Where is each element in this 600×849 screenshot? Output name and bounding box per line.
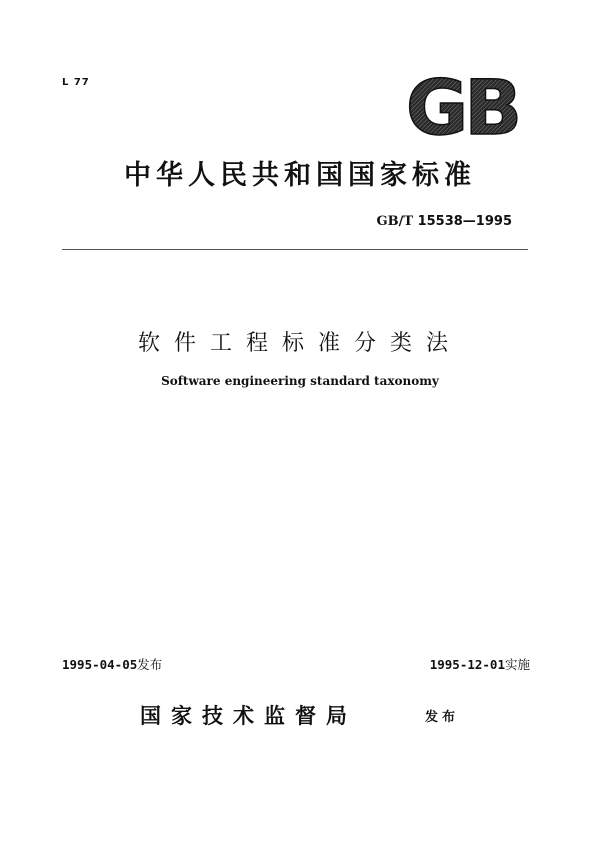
national-standard-title: 中华人民共和国国家标准: [124, 160, 476, 191]
gb-logo-text: GB: [405, 74, 519, 140]
implementation-date-line: [430, 655, 530, 673]
issue-date-line: [62, 655, 162, 673]
publisher-name: 国家技术监督局: [140, 704, 357, 728]
publisher-suffix: 发布: [425, 710, 460, 725]
classification-code: L 77: [62, 77, 90, 88]
implementation-date: 1995-12-01: [429, 657, 505, 672]
issue-label: 发布: [137, 657, 163, 672]
implementation-label: 实施: [504, 657, 530, 672]
standard-code: 15538—1995: [417, 214, 512, 229]
document-title-cn: 软件工程标准分类法: [137, 331, 462, 356]
issue-date: 1995-04-05: [62, 657, 138, 672]
header-divider: [62, 249, 528, 250]
standard-number: [377, 214, 512, 229]
standard-prefix: GB/T: [376, 214, 414, 229]
document-title-en: Software engineering standard taxonomy: [161, 374, 439, 388]
gb-logo: [400, 74, 524, 140]
